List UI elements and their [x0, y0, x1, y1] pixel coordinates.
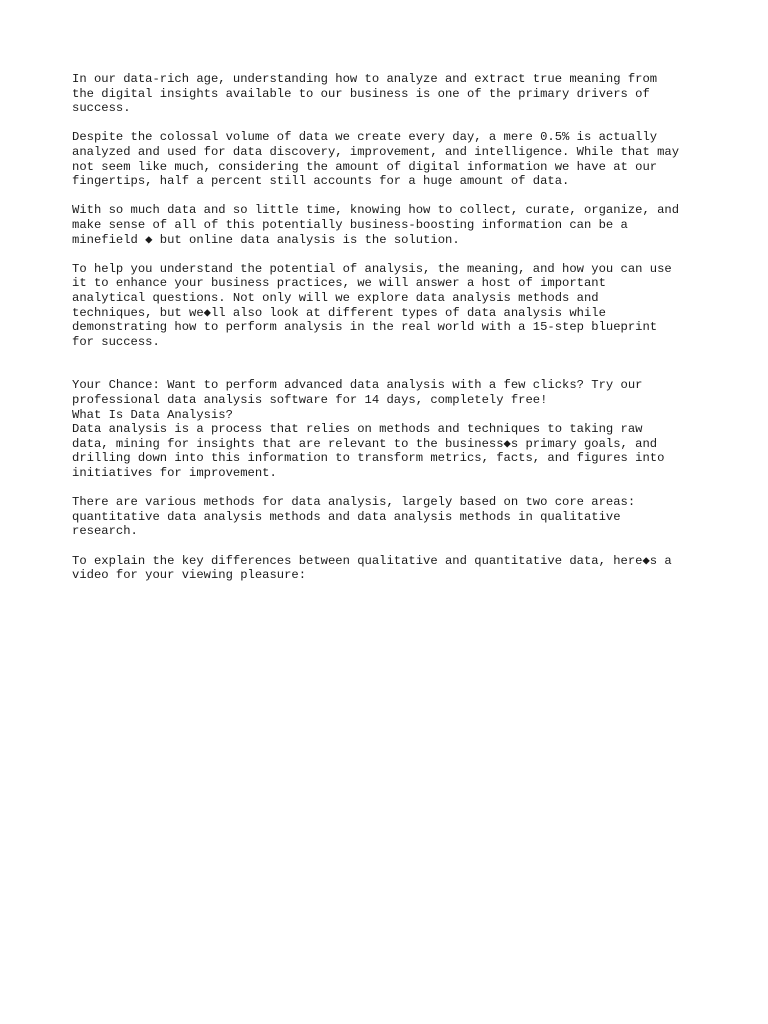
paragraph-video-intro — [72, 554, 712, 583]
text-line: In our data-rich age, understanding how to analyze and extract true meaning from — [72, 72, 658, 86]
text-line: initiatives for improvement. — [72, 466, 277, 481]
text-line: techniques, but we◆ll also look at different types of data analysis while — [72, 305, 606, 320]
text-line: There are various methods for data analysis, largely based on two core areas: — [72, 495, 636, 510]
text-line: Data analysis is a process that relies on methods and techniques to taking raw — [72, 422, 643, 437]
text-line: analytical questions. Not only will we explore data analysis methods and — [72, 290, 599, 305]
paragraph-minefield — [72, 203, 712, 247]
text-line: To explain the key differences between qualitative and quantitative data, here◆s a — [72, 553, 672, 568]
text-line: quantitative data analysis methods and data analysis methods in qualitative — [72, 509, 621, 524]
spacer — [72, 364, 712, 379]
paragraph-intro — [72, 72, 712, 116]
paragraph-methods — [72, 495, 712, 539]
text-line: video for your viewing pleasure: — [72, 568, 307, 583]
text-line: it to enhance your business practices, we will answer a host of important — [72, 276, 606, 291]
text-line: minefield ◆ but online data analysis is the solution. — [72, 232, 460, 247]
section-heading: What Is Data Analysis? — [72, 407, 233, 422]
text-line: demonstrating how to perform analysis in the real world with a 15-step blueprint — [72, 320, 658, 335]
paragraph-what-is-data-analysis — [72, 378, 712, 480]
text-line: success. — [72, 101, 131, 116]
text-line: analyzed and used for data discovery, improvement, and intelligence. While that may — [72, 144, 680, 159]
text-line: fingertips, half a percent still accounts for a huge amount of data. — [72, 174, 570, 189]
text-line: professional data analysis software for 14 days, completely free! — [72, 393, 548, 408]
text-line: To help you understand the potential of analysis, the meaning, and how you can use — [72, 261, 672, 276]
text-line: drilling down into this information to transform metrics, facts, and figures into — [72, 451, 665, 466]
document-page — [72, 72, 712, 583]
text-line: Despite the colossal volume of data we create every day, a mere 0.5% is actually — [72, 130, 658, 145]
text-line: not seem like much, considering the amount of digital information we have at our — [72, 159, 658, 174]
text-line: data, mining for insights that are relevant to the business◆s primary goals, and — [72, 436, 658, 451]
text-line: for success. — [72, 334, 160, 349]
text-line: research. — [72, 524, 138, 539]
paragraph-data-volume — [72, 130, 712, 188]
text-line: the digital insights available to our business is one of the primary drivers of — [72, 86, 650, 101]
paragraph-potential — [72, 262, 712, 350]
text-line: With so much data and so little time, knowing how to collect, curate, organize, and — [72, 203, 680, 218]
text-line: Your Chance: Want to perform advanced data analysis with a few clicks? Try our — [72, 378, 643, 393]
text-line: make sense of all of this potentially business-boosting information can be a — [72, 217, 628, 232]
